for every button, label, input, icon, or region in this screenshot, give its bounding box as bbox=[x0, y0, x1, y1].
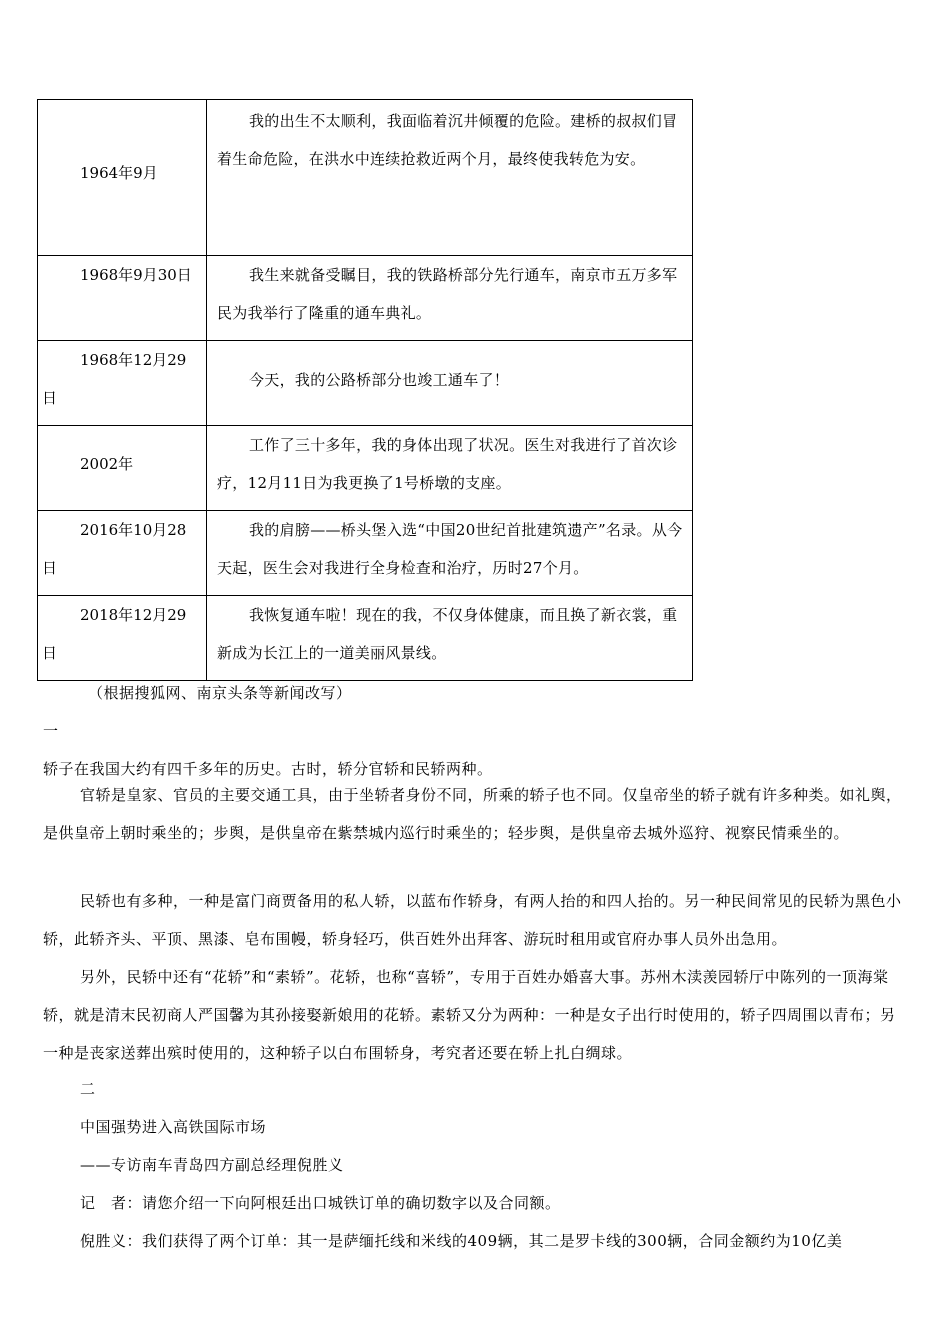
article-subtitle: ——专访南车青岛四方副总经理倪胜义 bbox=[80, 1156, 344, 1174]
date-cell bbox=[38, 256, 207, 341]
table-row bbox=[38, 256, 693, 341]
event-text: 我的出生不太顺利，我面临着沉井倾覆的危险。建桥的叔叔们冒着生命危险，在洪水中连续抢救近两个月，最终使我转危为安。 bbox=[217, 112, 678, 168]
table-row bbox=[38, 426, 693, 511]
date-cell bbox=[38, 426, 207, 511]
event-cell bbox=[207, 596, 693, 681]
date-cell bbox=[38, 511, 207, 596]
date-cell bbox=[38, 341, 207, 426]
paragraph: 另外，民轿中还有“花轿”和“素轿”。花轿，也称“喜轿”，专用于百姓办婚喜大事。苏州木渎羡园轿厅中陈列的一顶海棠轿，就是清末民初商人严国馨为其孙接娶新娘用的花轿。素轿又分为两种：一种是女子出行时使用的，轿子四周围以青布；另一种是丧家送葬出殡时使用的，这种轿子以白布围轿身，考究者还要在轿上扎白绸球。 bbox=[43, 968, 896, 1062]
paragraph: 民轿也有多种，一种是富门商贾备用的私人轿，以蓝布作轿身，有两人抬的和四人抬的。另一种民间常见的民轿为黑色小轿，此轿齐头、平顶、黑漆、皂布围幔，轿身轻巧，供百姓外出拜客、游玩时租用或官府办事人员外出急用。 bbox=[43, 892, 902, 948]
date-text: 2018年12月29日 bbox=[42, 606, 187, 662]
event-text: 今天，我的公路桥部分也竣工通车了！ bbox=[249, 371, 510, 389]
table-row bbox=[38, 341, 693, 426]
date-cell bbox=[38, 596, 207, 681]
table-row bbox=[38, 596, 693, 681]
section-heading: 一 bbox=[43, 722, 59, 740]
event-cell bbox=[207, 511, 693, 596]
date-text: 1964年9月 bbox=[80, 164, 158, 182]
paragraph: 轿子在我国大约有四千多年的历史。古时，轿分官轿和民轿两种。 bbox=[43, 760, 493, 778]
date-cell bbox=[38, 100, 207, 256]
event-cell bbox=[207, 426, 693, 511]
event-cell bbox=[207, 341, 693, 426]
section-heading: 二 bbox=[80, 1080, 96, 1098]
article-title: 中国强势进入高铁国际市场 bbox=[80, 1118, 267, 1136]
timeline-table bbox=[37, 99, 693, 681]
event-cell bbox=[207, 256, 693, 341]
date-text: 1968年12月29日 bbox=[42, 351, 187, 407]
date-text: 2002年 bbox=[80, 455, 134, 473]
interview-question: 记 者：请您介绍一下向阿根廷出口城铁订单的确切数字以及合同额。 bbox=[80, 1194, 561, 1212]
table-row bbox=[38, 100, 693, 256]
date-text: 1968年9月30日 bbox=[80, 266, 192, 284]
source-note: （根据搜狐网、南京头条等新闻改写） bbox=[88, 684, 352, 702]
event-text: 我恢复通车啦！现在的我，不仅身体健康，而且换了新衣裳，重新成为长江上的一道美丽风景线。 bbox=[217, 606, 678, 662]
table-row bbox=[38, 511, 693, 596]
paragraph: 官轿是皇家、官员的主要交通工具，由于坐轿者身份不同，所乘的轿子也不同。仅皇帝坐的轿子就有许多种类。如礼舆，是供皇帝上朝时乘坐的；步舆，是供皇帝在紫禁城内巡行时乘坐的；轻步舆，是供皇帝去城外巡狩、视察民情乘坐的。 bbox=[43, 786, 902, 842]
event-cell bbox=[207, 100, 693, 256]
date-text: 2016年10月28日 bbox=[42, 521, 187, 577]
interview-answer: 倪胜义：我们获得了两个订单：其一是萨缅托线和米线的409辆，其二是罗卡线的300辆，合同金额约为10亿美 bbox=[80, 1232, 843, 1250]
event-text: 我的肩膀——桥头堡入选“中国20世纪首批建筑遗产”名录。从今天起，医生会对我进行全身检查和治疗，历时27个月。 bbox=[217, 521, 683, 577]
event-text: 工作了三十多年，我的身体出现了状况。医生对我进行了首次诊疗，12月11日为我更换了1号桥墩的支座。 bbox=[217, 436, 678, 492]
event-text: 我生来就备受瞩目，我的铁路桥部分先行通车，南京市五万多军民为我举行了隆重的通车典礼。 bbox=[217, 266, 678, 322]
